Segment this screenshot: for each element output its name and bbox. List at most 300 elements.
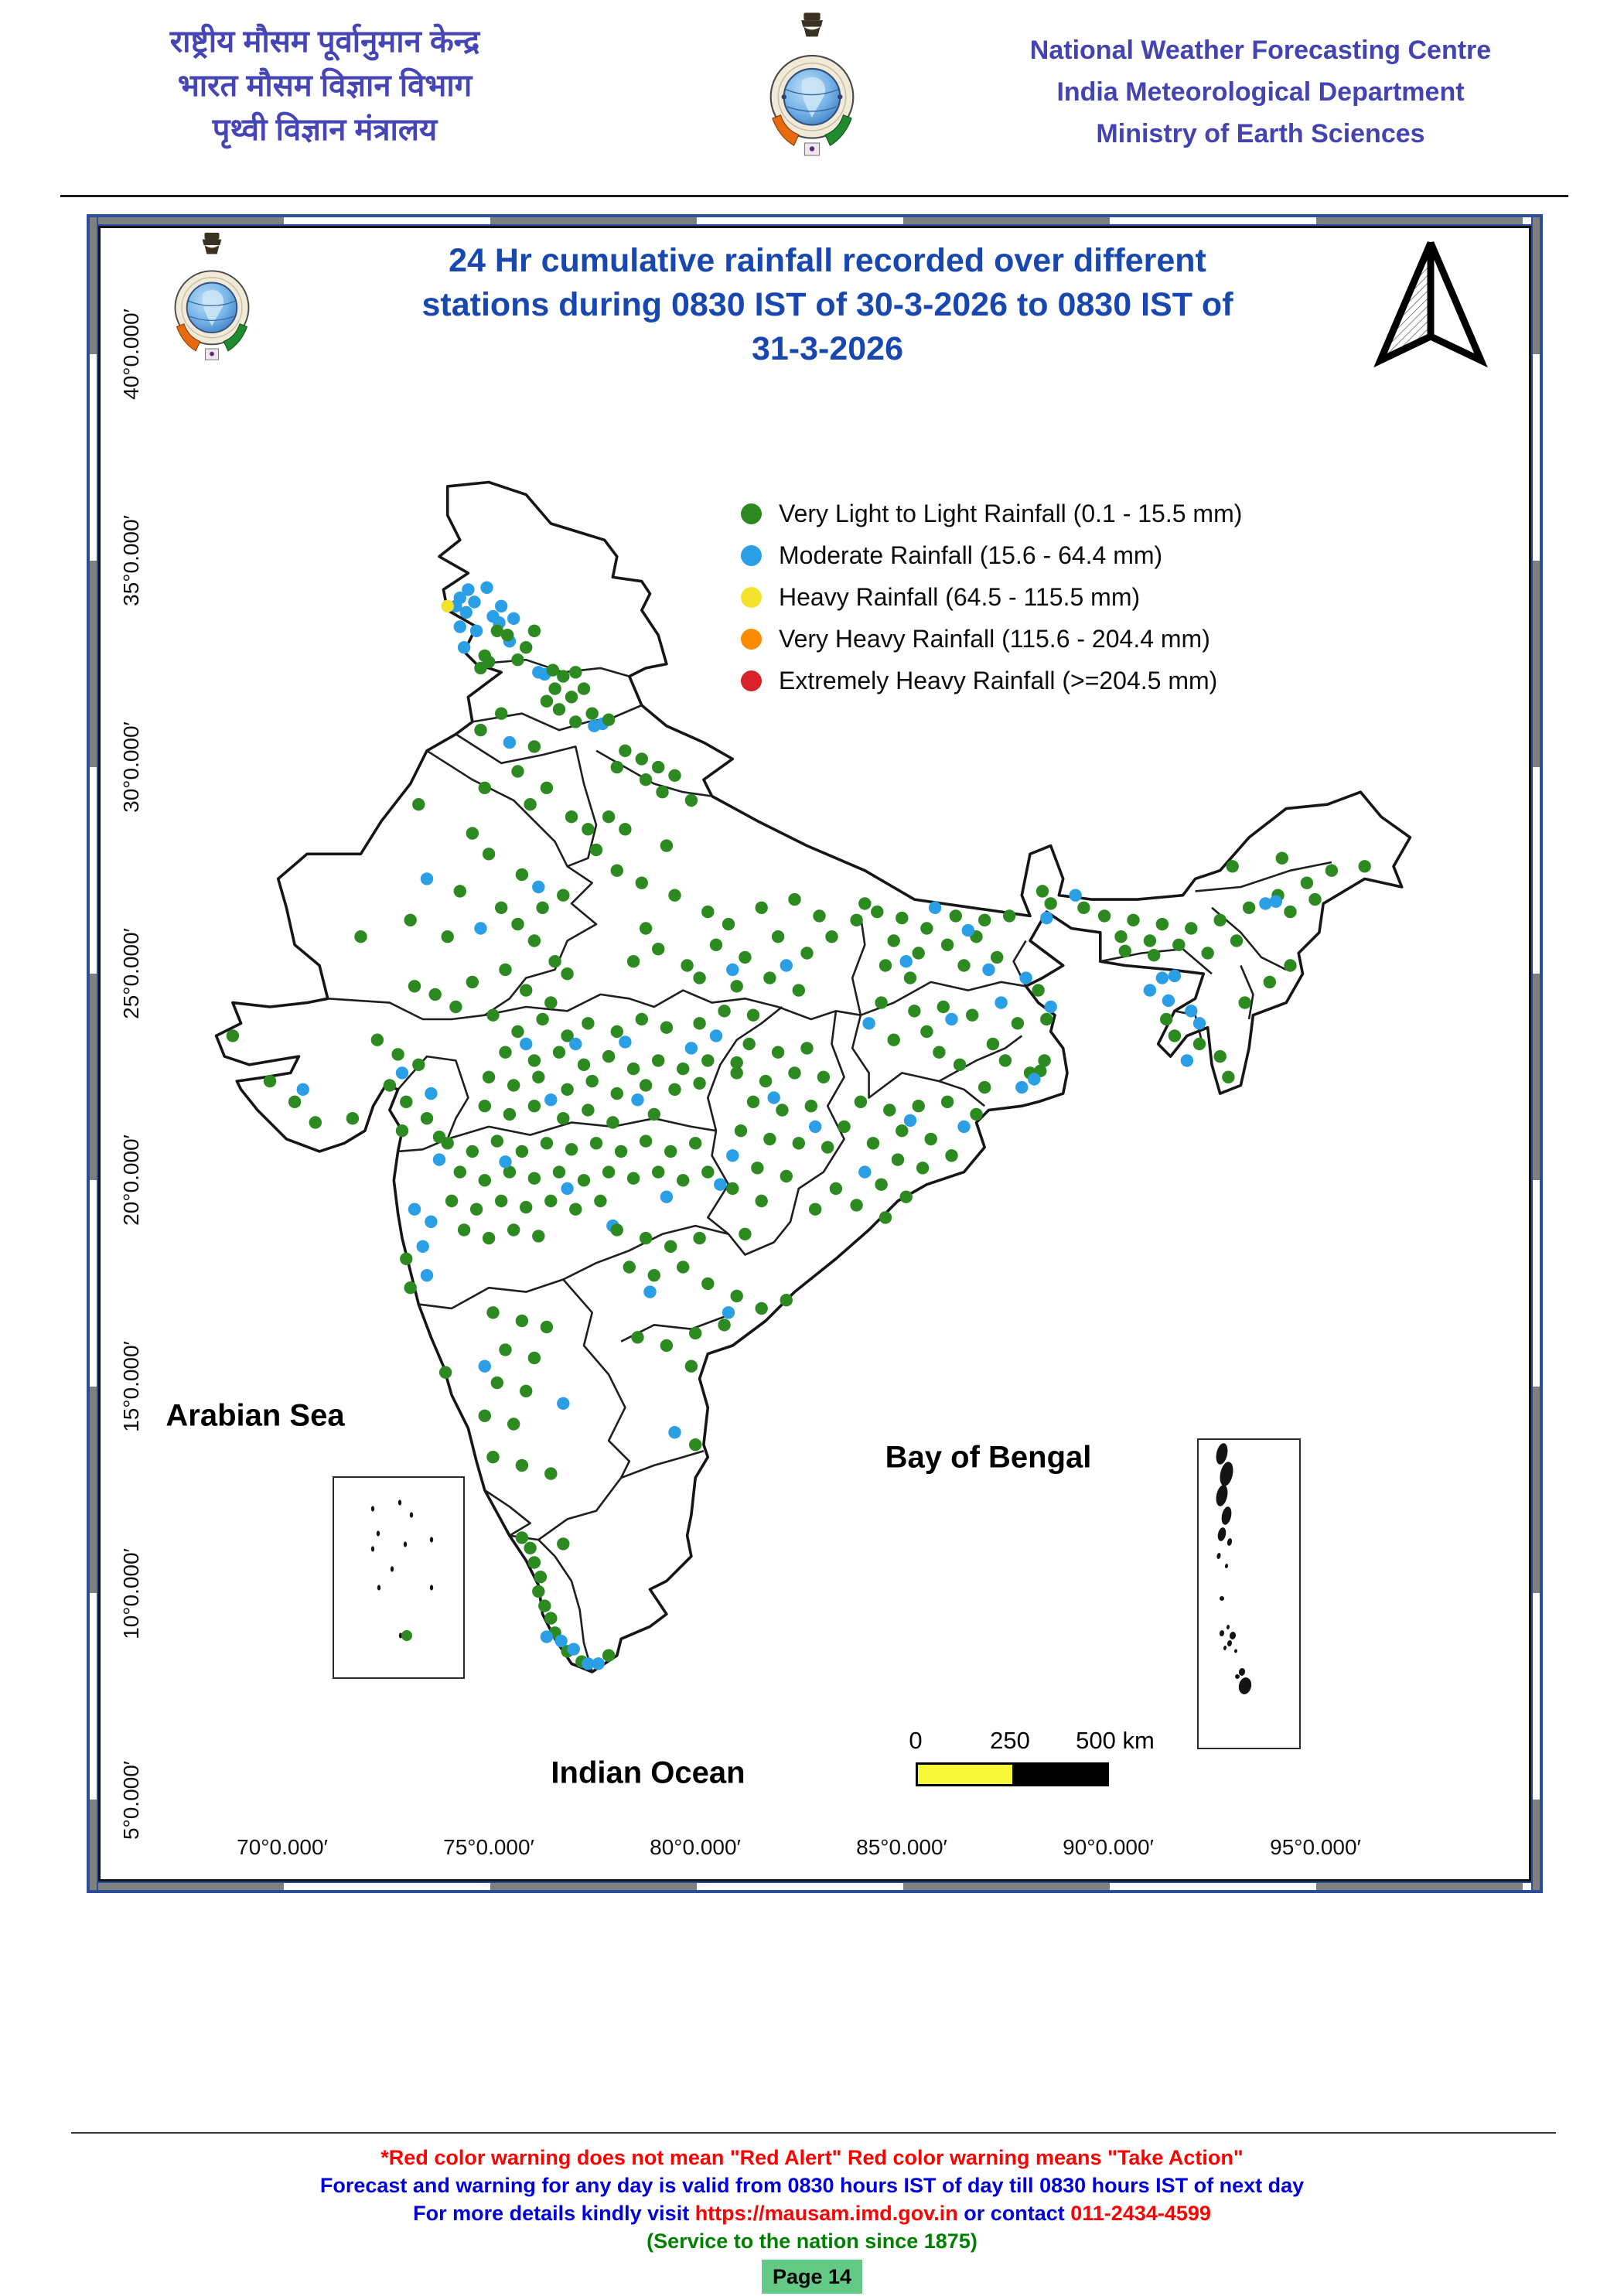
station-dot	[516, 1459, 528, 1472]
station-dot	[442, 1137, 454, 1149]
station-dot	[569, 1038, 582, 1050]
station-dot	[640, 1079, 652, 1091]
station-dot	[466, 827, 479, 839]
station-dot	[1172, 939, 1185, 951]
scale-bar-yellow-half	[918, 1765, 1012, 1784]
station-dot	[520, 984, 532, 996]
station-dot	[309, 1116, 322, 1128]
station-dot	[677, 1174, 689, 1186]
station-dot	[561, 967, 573, 980]
inset-andaman-nicobar	[1197, 1438, 1301, 1749]
station-dot	[916, 1162, 929, 1174]
station-dot	[652, 1054, 664, 1066]
legend-label: Very Heavy Rainfall (115.6 - 204.4 mm)	[779, 624, 1210, 653]
station-dot	[1070, 889, 1082, 902]
station-dot	[772, 930, 784, 943]
island-speck	[377, 1585, 380, 1590]
station-dot	[888, 934, 900, 947]
station-dot	[354, 930, 367, 943]
station-dot	[1156, 918, 1169, 930]
station-dot	[396, 1066, 408, 1079]
station-dot	[793, 1137, 805, 1149]
legend-item	[741, 576, 1242, 618]
station-dot	[809, 1121, 821, 1133]
station-dot	[627, 1172, 640, 1185]
station-dot	[788, 893, 800, 906]
station-dot	[499, 964, 511, 976]
station-dot	[421, 872, 433, 885]
station-dot	[941, 939, 954, 951]
state-boundary	[596, 751, 712, 797]
station-dot	[908, 1005, 920, 1017]
header-english-block	[974, 29, 1547, 155]
station-dot	[987, 1038, 999, 1050]
station-dot	[817, 1071, 830, 1083]
station-dot	[445, 1195, 458, 1207]
station-dot	[933, 1046, 945, 1059]
station-dot	[689, 1327, 701, 1339]
station-dot	[747, 1009, 759, 1022]
station-dot	[1144, 984, 1156, 996]
station-dot	[685, 794, 698, 807]
station-dot	[553, 1046, 565, 1059]
station-dot	[858, 1165, 871, 1178]
header-hindi-block	[85, 20, 565, 152]
station-dot	[288, 1096, 301, 1108]
footer-contact-segment: or contact	[957, 2202, 1071, 2225]
station-dot	[726, 1182, 739, 1195]
state-boundary	[1240, 966, 1253, 1020]
station-dot	[483, 1071, 495, 1083]
legend	[741, 493, 1242, 701]
island-shape	[1224, 1564, 1228, 1569]
station-dot	[619, 745, 631, 757]
station-dot	[586, 1075, 599, 1087]
station-dot	[297, 1083, 309, 1096]
station-dot	[561, 1182, 573, 1195]
station-dot	[838, 1121, 850, 1133]
station-dot	[1045, 897, 1057, 909]
label-arabian-sea: Arabian Sea	[165, 1398, 345, 1433]
station-dot	[929, 902, 941, 914]
station-dot	[1169, 1029, 1181, 1042]
station-dot	[693, 1232, 705, 1244]
station-dot	[396, 1124, 408, 1137]
station-dot	[1119, 945, 1131, 957]
station-dot	[643, 1285, 656, 1298]
station-dot	[813, 909, 825, 922]
station-dot	[879, 959, 892, 971]
station-dot	[495, 1195, 507, 1207]
station-dot	[739, 1228, 751, 1240]
station-dot	[1193, 1038, 1206, 1050]
station-dot	[553, 703, 565, 715]
station-dot	[511, 1025, 524, 1038]
station-dot	[950, 909, 962, 922]
station-dot	[611, 1087, 623, 1100]
station-dot	[714, 1179, 726, 1191]
station-dot	[957, 1121, 970, 1133]
station-dot	[1156, 971, 1169, 984]
station-dot	[544, 1093, 557, 1106]
station-dot	[689, 1438, 701, 1451]
state-boundary	[328, 751, 596, 1019]
island-shape	[1216, 1527, 1227, 1542]
island-shape	[1219, 1629, 1225, 1636]
station-dot	[1148, 949, 1160, 961]
station-dot	[780, 959, 793, 971]
island-shape	[1223, 1646, 1227, 1651]
station-dot	[568, 1643, 580, 1655]
station-dot	[668, 1426, 681, 1438]
island-shape	[1214, 1484, 1230, 1507]
station-dot	[809, 1203, 821, 1216]
station-dot	[594, 1195, 606, 1207]
legend-dot-icon	[741, 629, 762, 650]
footer-warning-line: *Red color warning does not mean "Red Alert" Red color warning means "Take Action"	[380, 2146, 1244, 2169]
station-dot	[408, 980, 421, 992]
station-dot	[701, 1054, 714, 1066]
station-dot	[541, 1630, 553, 1643]
station-dot	[1276, 852, 1288, 865]
station-dot	[1284, 906, 1296, 918]
station-dot	[652, 1165, 664, 1178]
station-dot	[768, 1091, 780, 1104]
station-dot	[780, 1294, 793, 1306]
station-dot	[606, 1116, 619, 1128]
station-dot	[681, 959, 693, 971]
station-dot	[772, 1046, 784, 1059]
station-dot	[483, 1232, 495, 1244]
station-dot	[636, 1013, 648, 1025]
station-dot	[439, 1366, 452, 1379]
station-dot	[516, 1145, 528, 1158]
station-dot	[404, 914, 417, 926]
state-boundary	[485, 1490, 531, 1536]
station-dot	[417, 1240, 429, 1253]
map-border-top	[88, 216, 1541, 226]
station-dot	[875, 996, 887, 1008]
station-dot	[611, 1223, 623, 1236]
station-dot	[412, 798, 425, 810]
station-dot	[1040, 1013, 1053, 1025]
station-dot	[479, 782, 491, 794]
label-bay-of-bengal: Bay of Bengal	[885, 1440, 1092, 1475]
station-dot	[660, 1022, 673, 1034]
footer-contact-segment: https://mausam.imd.gov.in	[694, 2202, 958, 2225]
station-dot	[557, 670, 569, 682]
station-dot	[479, 1360, 491, 1373]
station-dot	[800, 947, 813, 959]
station-dot	[1036, 885, 1049, 897]
station-dot	[855, 1096, 867, 1108]
state-boundary	[708, 1007, 782, 1131]
station-dot	[892, 1153, 904, 1165]
station-dot	[611, 1025, 623, 1038]
station-dot	[470, 1203, 483, 1216]
station-dot	[1214, 914, 1227, 926]
station-dot	[524, 798, 536, 810]
station-dot	[743, 1038, 756, 1050]
station-dot	[701, 906, 714, 918]
station-dot	[474, 922, 486, 934]
station-dot	[480, 582, 493, 594]
island-shape	[1226, 1625, 1230, 1630]
station-dot	[458, 1223, 470, 1236]
station-dot	[800, 1042, 813, 1054]
station-dot	[879, 1211, 892, 1223]
station-dot	[528, 1172, 541, 1185]
station-dot	[554, 1635, 567, 1647]
footer-contact-segment: 011-2434-4599	[1070, 2202, 1211, 2225]
station-dot	[578, 1174, 590, 1186]
station-dot	[668, 1083, 681, 1096]
state-boundary	[448, 1118, 716, 1139]
station-dot	[495, 708, 507, 720]
station-dot	[805, 1100, 817, 1112]
station-dot	[656, 786, 668, 798]
station-dot	[507, 612, 520, 625]
station-dot	[978, 914, 991, 926]
station-dot	[449, 1001, 462, 1013]
station-dot	[660, 1339, 673, 1352]
station-dot	[875, 1179, 887, 1191]
station-dot	[400, 1253, 412, 1265]
station-dot	[602, 714, 615, 726]
station-dot	[569, 715, 582, 728]
station-dot	[883, 1104, 896, 1116]
station-dot	[896, 912, 908, 924]
island-speck	[391, 1566, 394, 1571]
station-dot	[520, 1201, 532, 1213]
station-dot	[1308, 893, 1321, 906]
map-title-line: stations during 0830 IST of 30-3-2026 to 0830 IST of	[421, 286, 1233, 323]
station-dot	[541, 1137, 553, 1149]
station-dot	[726, 964, 739, 976]
station-dot	[731, 980, 743, 992]
station-dot	[1301, 877, 1313, 889]
station-dot	[731, 1056, 743, 1069]
station-dot	[582, 823, 594, 835]
station-dot	[978, 1081, 991, 1093]
station-dot	[739, 951, 751, 964]
station-dot	[520, 641, 532, 653]
station-dot	[735, 1124, 747, 1137]
station-dot	[636, 877, 648, 889]
station-dot	[693, 971, 705, 984]
station-dot	[491, 1134, 503, 1147]
island-speck	[404, 1541, 407, 1547]
station-dot	[511, 765, 524, 777]
station-dot	[1181, 1054, 1193, 1066]
station-dot	[759, 1075, 772, 1087]
station-dot	[474, 662, 486, 674]
station-dot	[1045, 1001, 1057, 1013]
station-dot	[528, 1556, 541, 1568]
station-dot	[495, 902, 507, 914]
station-dot	[1243, 902, 1255, 914]
station-dot	[660, 839, 673, 851]
label-indian-ocean: Indian Ocean	[551, 1755, 745, 1790]
station-dot	[793, 984, 805, 996]
station-dot	[858, 897, 871, 909]
station-dot	[1230, 934, 1243, 947]
header-hindi-line: पृथ्वी विज्ञान मंत्रालय	[212, 113, 438, 147]
north-arrow-icon	[1373, 237, 1489, 370]
station-dot	[264, 1075, 276, 1087]
station-dot	[611, 761, 623, 773]
station-dot	[1185, 922, 1197, 934]
station-dot	[460, 606, 473, 619]
station-dot	[945, 1149, 957, 1162]
station-dot	[569, 666, 582, 678]
station-dot	[648, 1269, 660, 1281]
station-dot	[528, 740, 541, 752]
station-dot	[862, 1017, 875, 1029]
station-dot	[391, 1048, 404, 1060]
header-divider	[60, 195, 1568, 197]
station-dot	[1032, 984, 1044, 996]
island-shape	[1218, 1461, 1235, 1488]
station-dot	[557, 1112, 569, 1124]
station-dot	[561, 1083, 573, 1096]
station-dot	[925, 1133, 937, 1145]
station-dot	[483, 848, 495, 860]
station-dot	[544, 996, 557, 1008]
station-dot	[718, 1319, 730, 1331]
station-dot	[462, 583, 474, 595]
station-dot	[532, 1585, 544, 1598]
station-dot	[466, 976, 479, 988]
station-dot	[904, 971, 916, 984]
india-map-svg	[101, 228, 1529, 1879]
legend-label: Heavy Rainfall (64.5 - 115.5 mm)	[779, 582, 1141, 611]
station-dot	[652, 943, 664, 955]
island-speck	[430, 1585, 433, 1590]
station-dot	[553, 1165, 565, 1178]
station-dot	[479, 1100, 491, 1112]
station-dot	[470, 625, 483, 637]
station-dot	[602, 810, 615, 823]
island-shape	[1237, 1677, 1253, 1696]
station-dot	[474, 724, 486, 736]
station-dot	[888, 1034, 900, 1046]
imd-logo-graphic	[763, 5, 861, 183]
legend-dot-icon	[741, 670, 762, 691]
station-dot	[718, 1005, 730, 1017]
station-dot	[1239, 996, 1251, 1008]
station-dot	[689, 1137, 701, 1149]
station-dot	[722, 1306, 735, 1319]
map-title	[348, 239, 1307, 371]
station-dot	[722, 918, 735, 930]
station-dot	[920, 922, 933, 934]
station-dot	[536, 1013, 548, 1025]
station-dot	[602, 1650, 615, 1662]
station-dot	[528, 1100, 541, 1112]
header-english-line: National Weather Forecasting Centre	[1029, 36, 1492, 65]
station-dot	[404, 1281, 417, 1294]
station-dot	[780, 1170, 793, 1182]
header-english-line: Ministry of Earth Sciences	[1096, 119, 1425, 148]
scalebar-label-250: 250	[990, 1727, 1030, 1754]
station-dot	[1284, 959, 1296, 971]
map-title-line: 24 Hr cumulative rainfall recorded over different	[449, 242, 1206, 279]
station-dot	[565, 810, 578, 823]
station-dot	[486, 1009, 499, 1022]
station-dot	[586, 708, 599, 720]
station-dot	[701, 1278, 714, 1290]
station-dot	[466, 1145, 479, 1158]
station-dot	[532, 1230, 544, 1242]
station-dot	[538, 1599, 551, 1612]
station-dot	[528, 1054, 541, 1066]
island-shape	[1220, 1506, 1233, 1526]
station-dot	[701, 1165, 714, 1178]
station-dot	[544, 1195, 557, 1207]
station-dot	[664, 1240, 677, 1253]
station-dot	[763, 1133, 776, 1145]
station-dot	[486, 1451, 499, 1463]
station-dot	[421, 1112, 433, 1124]
map-canvas: 24 Hr cumulative rainfall recorded over different stations during 0830 IST of 30-3-2026 to 0830 IST of 31-3-2026 Very Light to Light Rainfall (0.1 - 15.5 mm) Moderate Rainfall (15.6 - 64.4 mm) Heavy Rainfall (64.5 - 115.5 mm) Very Heavy Rainfall (115.6 - 204.4 mm) Extremely Heavy Rainfall (>=204.5 mm) 40°0.000′ 35°0.000′ 30°0.000′ 25°0.000′ 20°0.000′ 15°0.000′ 10°0.000′ 5°0.000′ 70°0.000′ 75°0.000′ 80°0.000′ 85°0.000′ 90°0.000′ 95°0.000′ Arabian Sea Bay of Bengal Indian Ocean 0 250 500 km	[98, 226, 1531, 1881]
station-dot	[945, 1013, 957, 1025]
island-speck	[377, 1530, 380, 1536]
legend-dot-icon	[741, 587, 762, 608]
station-dot	[756, 902, 768, 914]
station-dot	[532, 1071, 544, 1083]
island-shape	[1234, 1649, 1238, 1653]
station-dot	[1040, 912, 1053, 924]
station-dot	[900, 1191, 913, 1203]
station-dot	[532, 881, 544, 893]
station-dot	[962, 924, 974, 936]
station-dot	[619, 1035, 631, 1048]
legend-label: Extremely Heavy Rainfall (>=204.5 mm)	[779, 666, 1218, 694]
station-dot	[726, 1149, 739, 1162]
map-border-bottom	[88, 1881, 1541, 1892]
station-dot	[677, 1261, 689, 1273]
station-dot	[627, 1063, 640, 1075]
station-dot	[544, 1467, 557, 1479]
station-dot	[1264, 976, 1276, 988]
station-dot	[401, 1630, 412, 1641]
station-dot	[503, 736, 516, 749]
station-dot	[1038, 1054, 1050, 1066]
station-dot	[756, 1195, 768, 1207]
station-dot	[528, 1352, 541, 1364]
footer-contact-segment: For more details kindly visit	[413, 2202, 695, 2225]
station-dot	[850, 1199, 862, 1211]
station-dot	[499, 1343, 511, 1356]
station-dot	[479, 1410, 491, 1422]
station-dot	[602, 1050, 615, 1063]
legend-label: Very Light to Light Rainfall (0.1 - 15.5 mm)	[779, 499, 1243, 527]
state-boundary	[621, 1451, 704, 1478]
station-dot	[511, 653, 524, 666]
station-dot	[501, 629, 513, 641]
station-dot	[611, 865, 623, 877]
imd-logo-graphic	[167, 231, 257, 378]
station-dot	[536, 902, 548, 914]
island-shape	[1216, 1553, 1222, 1560]
footer-contact-line	[0, 2199, 1624, 2227]
island-speck	[398, 1499, 401, 1505]
station-dot	[541, 782, 553, 794]
station-dot	[615, 1145, 627, 1158]
station-dot	[520, 1385, 532, 1397]
island-shape	[1234, 1673, 1240, 1679]
